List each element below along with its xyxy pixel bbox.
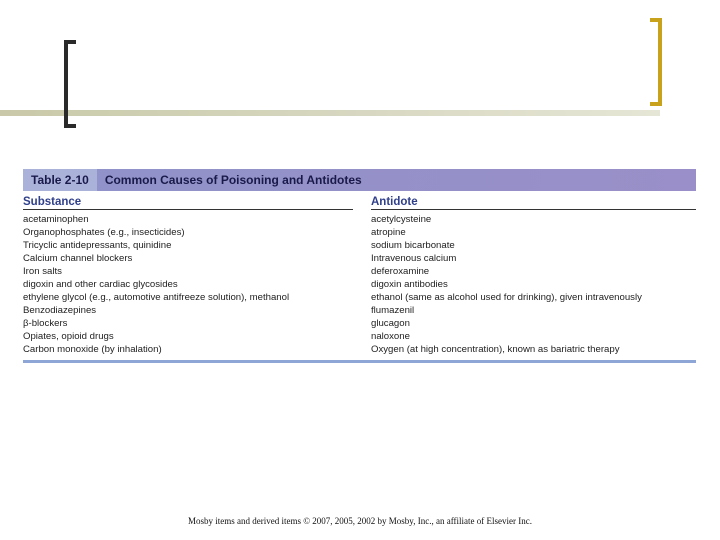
- antidote-cell: flumazenil: [371, 305, 415, 316]
- table-bottom-rule: [23, 360, 696, 363]
- substance-cell: acetaminophen: [23, 214, 89, 225]
- table-title: Common Causes of Poisoning and Antidotes: [104, 173, 362, 187]
- antidote-cell: naloxone: [371, 331, 410, 342]
- substance-cell: Benzodiazepines: [23, 305, 97, 316]
- poisoning-table: [23, 169, 696, 363]
- substance-cell: Iron salts: [23, 266, 62, 277]
- right-bracket-decoration: [650, 18, 662, 106]
- antidote-cell: acetylcysteine: [371, 214, 432, 225]
- antidote-cell: Intravenous calcium: [371, 253, 457, 264]
- substance-column-header: Substance: [23, 196, 353, 210]
- antidote-column-header: Antidote: [371, 196, 696, 210]
- antidote-column: [371, 196, 696, 356]
- substance-column: [23, 196, 353, 356]
- decorative-rule: [0, 110, 660, 116]
- copyright-footer: Mosby items and derived items © 2007, 2005, 2002 by Mosby, Inc., an affiliate of Elsevier Inc.: [187, 516, 533, 526]
- antidote-cell: deferoxamine: [371, 266, 430, 277]
- substance-cell: β-blockers: [23, 318, 68, 329]
- antidote-cell: digoxin antibodies: [371, 279, 448, 290]
- antidote-cell: sodium bicarbonate: [371, 240, 455, 251]
- antidote-cell: Oxygen (at high concentration), known as bariatric therapy: [371, 344, 620, 355]
- antidote-cell: atropine: [371, 227, 406, 238]
- substance-cell: Tricyclic antidepressants, quinidine: [23, 240, 172, 251]
- substance-cell: Opiates, opioid drugs: [23, 331, 114, 342]
- substance-cell: Calcium channel blockers: [23, 253, 133, 264]
- substance-cell: Organophosphates (e.g., insecticides): [23, 227, 185, 238]
- left-bracket-decoration: [64, 40, 76, 128]
- substance-cell: ethylene glycol (e.g., automotive antifreeze solution), methanol: [23, 292, 290, 303]
- substance-cell: Carbon monoxide (by inhalation): [23, 344, 162, 355]
- substance-cell: digoxin and other cardiac glycosides: [23, 279, 178, 290]
- table-number: Table 2-10: [23, 169, 97, 191]
- antidote-cell: ethanol (same as alcohol used for drinking), given intravenously: [371, 292, 642, 303]
- table-header: [23, 169, 696, 191]
- antidote-cell: glucagon: [371, 318, 410, 329]
